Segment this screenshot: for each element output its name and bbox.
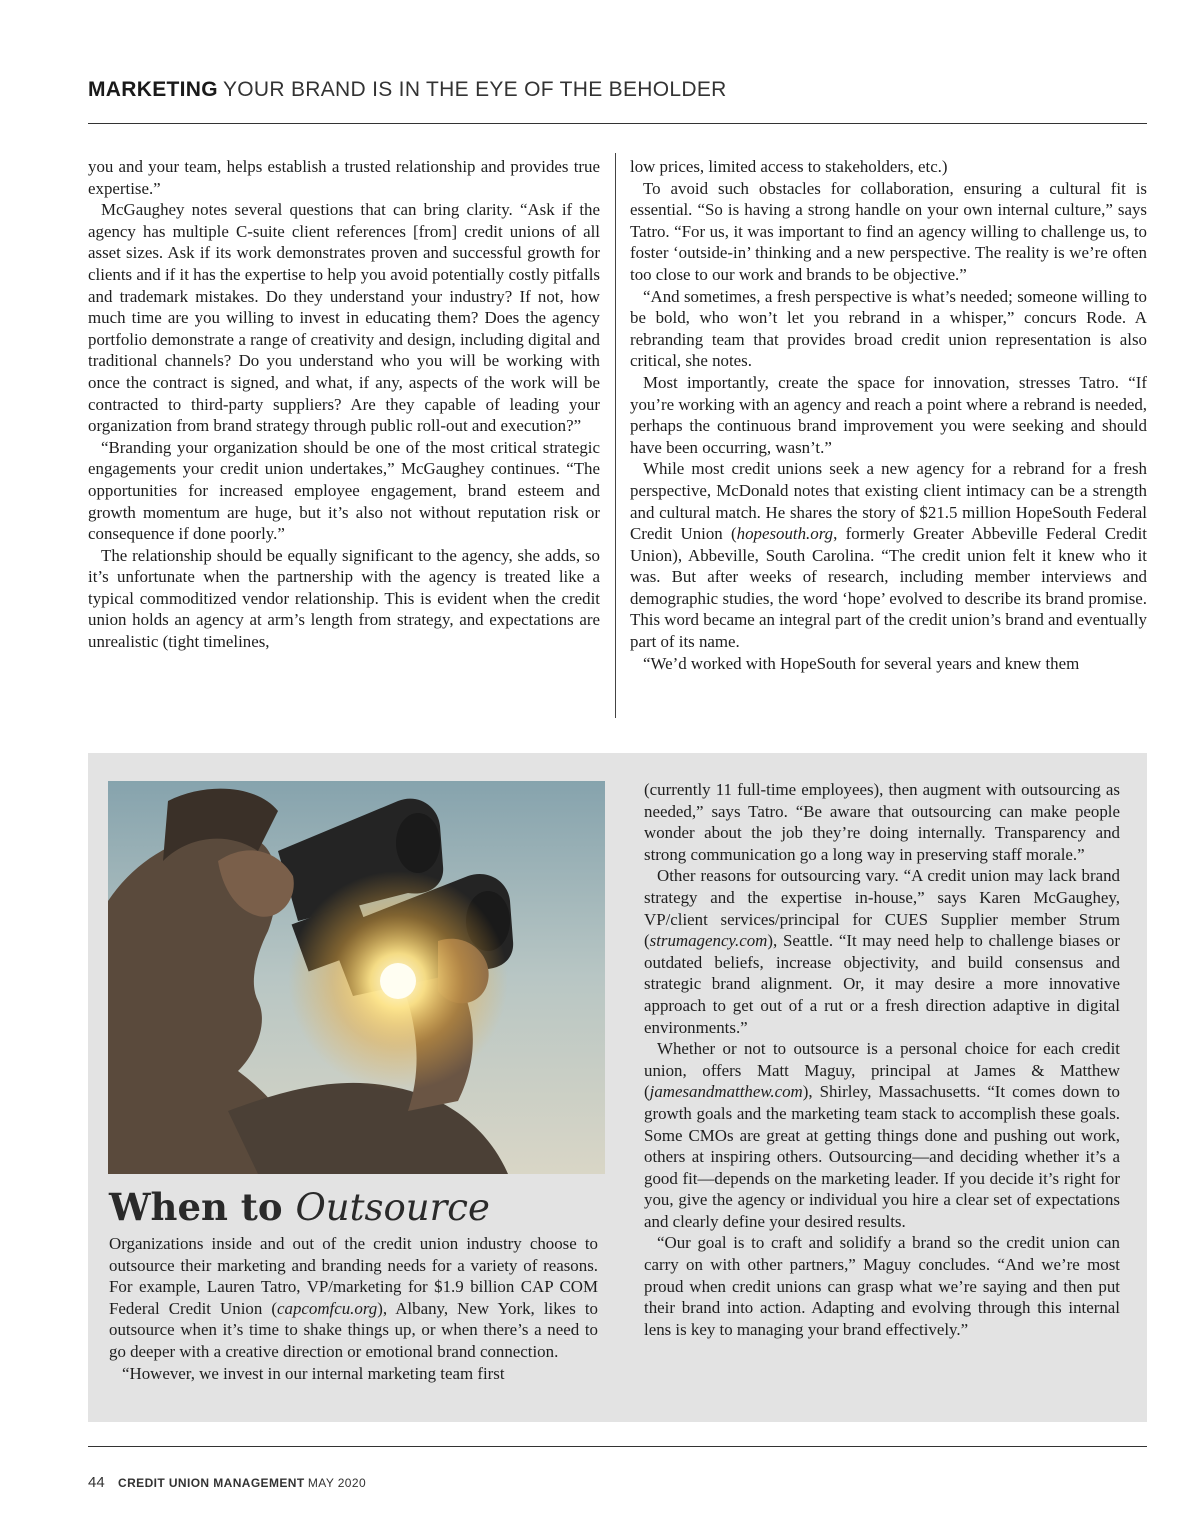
article-column-left: [88, 156, 600, 653]
publication-name: CREDIT UNION MANAGEMENT: [118, 1476, 305, 1490]
section-label: MARKETING: [88, 78, 218, 101]
paragraph: Organizations inside and out of the credit union industry choose to outsource their marketing and branding needs for a variety of reasons. For example, Lauren Tatro, VP/marketing for $1.9 billion CAP COM Federal Credit Union (capcomfcu.org), Albany, New York, likes to outsource when it’s time to shake things up, or when there’s a need to go deeper with a creative direction or emotional brand connection.: [109, 1234, 598, 1361]
paragraph: “However, we invest in our internal marketing team first: [122, 1363, 505, 1383]
article-column-right: [630, 156, 1147, 674]
page-number: 44: [88, 1474, 105, 1491]
issue-date: MAY 2020: [307, 1476, 367, 1490]
paragraph: “Branding your organization should be one of the most critical strategic engagements your credit union undertakes,” McGaughey continues. “The opportunities for increased employee engagement, brand esteem and growth momentum are huge, but it’s also not without reputation risk or consequence if done poorly.”: [88, 437, 600, 544]
paragraph: While most credit unions seek a new agency for a rebrand for a fresh perspective, McDonald notes that existing client intimacy can be a strength and cultural match. He shares the story of $21.5 million HopeSouth Federal Credit Union (hopesouth.org, formerly Greater Abbeville Federal Credit Union), Abbeville, South Carolina. “The credit union felt it knew who it was. But after weeks of research, including member interviews and demographic studies, the word ‘hope’ evolved to describe its brand promise. This word became an integral part of the credit union’s brand and eventually part of its name.: [630, 459, 1147, 652]
sidebar-box: [88, 753, 1147, 1422]
sidebar-column-right: [644, 779, 1120, 1340]
column-divider: [615, 153, 616, 718]
paragraph: Whether or not to outsource is a personal choice for each credit union, offers Matt Maguy, principal at James & Matthew (jamesandmatthew.com), Shirley, Massachusetts. “It comes down to growth goals and the marketing team stack to accomplish these goals. Some CMOs are great at getting things done and pushing out work, others at inspiring others. Outsourcing—and deciding whether it’s a good fit—depends on the marketing leader. If you decide it’s right for you, give the agency or individual you hire a clear set of expectations and clearly define your desired results.: [644, 1039, 1120, 1231]
paragraph: Most importantly, create the space for innovation, stresses Tatro. “If you’re working with an agency and reach a point where a rebrand is needed, perhaps the continuous brand improvement you were seeking and should have been occurring, wasn’t.”: [630, 372, 1147, 457]
page-footer: [88, 1474, 366, 1491]
binoculars-photo: [108, 781, 605, 1174]
header-subtitle: YOUR BRAND IS IN THE EYE OF THE BEHOLDER: [222, 78, 727, 101]
paragraph: (currently 11 full-time employees), then augment with outsourcing as needed,” says Tatro. “Be aware that outsourcing can make people wonder about the job they’re doing internally. Transparency and strong communication go a long way in preserving staff morale.”: [644, 780, 1120, 864]
sidebar-column-left: [109, 1233, 598, 1384]
binoculars-illustration: [108, 781, 605, 1174]
paragraph: “Our goal is to craft and solidify a brand so the credit union can carry on with other partners,” Maguy concludes. “And we’re most proud when credit unions can grasp what we’re saying and then put their brand into action. Adapting and evolving through this internal lens is key to managing your brand effectively.”: [644, 1233, 1120, 1339]
paragraph: “And sometimes, a fresh perspective is what’s needed; someone willing to be bold, who won’t let you rebrand in a whisper,” concurs Rode. A rebranding team that provides broad credit union representation is also critical, she notes.: [630, 286, 1147, 371]
paragraph: To avoid such obstacles for collaboration, ensuring a cultural fit is essential. “So is having a strong handle on your own internal culture,” says Tatro. “For us, it was important to find an agency willing to challenge us, to foster ‘outside-in’ thinking and a new perspective. The reality is we’re often too close to our work and brands to be objective.”: [630, 178, 1147, 284]
paragraph: Other reasons for outsourcing vary. “A credit union may lack brand strategy and the expertise in-house,” says Karen McGaughey, VP/client services/principal for CUES Supplier member Strum (strumagency.com), Seattle. “It may need help to challenge biases or outdated beliefs, increase objectivity, and build consensus and strategic brand alignment. Or, it may desire a more innovative approach to get out of a rut or a fresh direction adaptive in digital environments.”: [644, 866, 1120, 1037]
footer-divider: [88, 1446, 1147, 1447]
sidebar-title: When to Outsource: [109, 1185, 490, 1229]
paragraph: The relationship should be equally significant to the agency, she adds, so it’s unfortunate when the partnership with the agency is treated like a typical commoditized vendor relationship. This is evident when the credit union holds an agency at arm’s length from strategy, and expectations are unrealistic (tight timelines,: [88, 545, 600, 652]
website-link: strumagency.com: [649, 931, 768, 951]
paragraph: “We’d worked with HopeSouth for several years and knew them: [643, 653, 1080, 673]
page-header: [88, 78, 1147, 124]
website-link: capcomfcu.org: [277, 1298, 378, 1318]
paragraph: McGaughey notes several questions that can bring clarity. “Ask if the agency has multiple C-suite client references [from] credit unions of all asset sizes. Ask if its work demonstrates proven and successful growth for clients and if it has the expertise to help you avoid potentially costly pitfalls and trademark mistakes. Do they understand your industry? If not, how much time are you willing to invest in educating them? Does the agency portfolio demonstrate a range of creativity and design, including digital and traditional channels? Do you understand who you will be working with once the contract is signed, and what, if any, aspects of the work will be contracted to third-party suppliers? Are they capable of leading your organization from brand strategy through public roll-out and execution?”: [88, 200, 600, 436]
paragraph: you and your team, helps establish a trusted relationship and provides true expertise.”: [88, 157, 600, 198]
website-link: hopesouth.org: [736, 524, 834, 544]
website-link: jamesandmatthew.com: [649, 1082, 803, 1102]
paragraph: low prices, limited access to stakeholders, etc.): [630, 157, 948, 176]
